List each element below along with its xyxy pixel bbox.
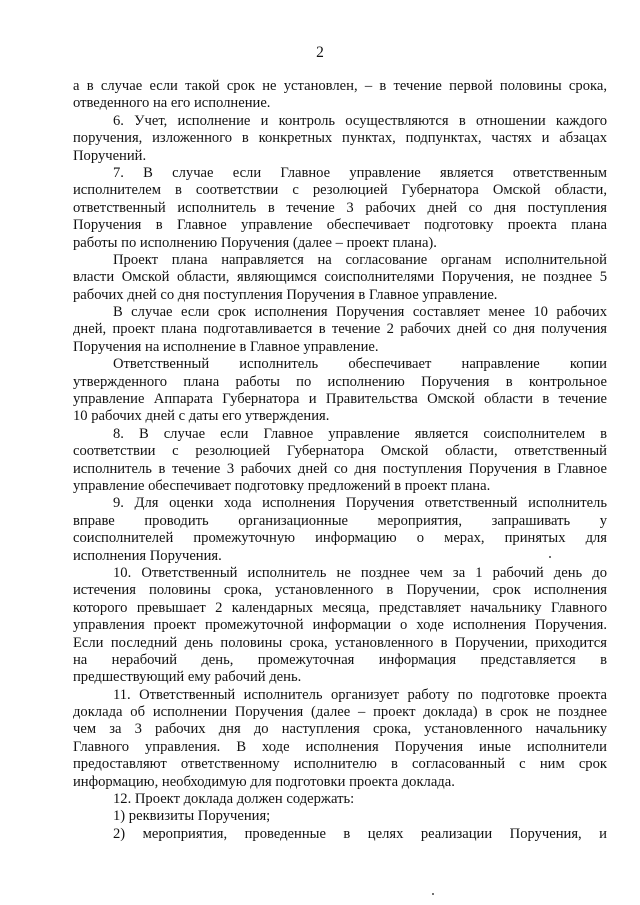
text-line: Главного управления. В ходе исполнения Поручения иные исполнители: [73, 738, 607, 755]
page-number: 2: [316, 44, 324, 61]
text-line: вправе проводить организационные мероприятия, запрашивать у: [73, 512, 607, 529]
text-line: а в случае если такой срок не установлен, – в течение первой половины срока,: [73, 78, 607, 94]
text-line: 10. Ответственный исполнитель не позднее чем за 1 рабочий день до: [113, 564, 607, 581]
text-line: информацию, необходимую для подготовки проекта доклада.: [73, 773, 455, 790]
text-line: власти Омской области, являющимся соисполнителями Поручения, не позднее 5: [73, 269, 607, 286]
text-line: соответствии с резолюцией Губернатора Омской области, ответственный: [73, 443, 607, 460]
text-line: Поручений.: [73, 147, 147, 164]
text-line: истечения половины срока, установленного в Поручении, срок исполнения: [73, 582, 607, 599]
text-line: управление Аппарата Губернатора и Правительства Омской области в течение: [73, 391, 607, 408]
text-line: управление обеспечивает подготовку предложений в проект плана.: [73, 477, 491, 494]
text-line: исполнителем в соответствии с резолюцией Губернатора Омской области,: [73, 182, 607, 199]
text-line: 7. В случае если Главное управление является ответственным: [113, 164, 607, 181]
text-line: ответственный исполнитель в течение 3 рабочих дней со дня поступления: [73, 199, 607, 216]
text-line: на нерабочий день, промежуточная информация представляется в: [73, 651, 607, 668]
text-line: Проект плана направляется на согласование органам исполнительной: [113, 251, 607, 268]
text-line: предшествующий ему рабочий день.: [73, 669, 302, 686]
text-line: 1) реквизиты Поручения;: [113, 808, 271, 825]
text-line: 10 рабочих дней с даты его утверждения.: [73, 408, 330, 425]
text-line: чем за 3 рабочих дня до наступления срока, установленного начальнику: [73, 721, 607, 738]
text-line: исполнитель в течение 3 рабочих дней со дня поступления Поручения в Главное: [73, 460, 607, 477]
scan-speck: [549, 556, 551, 558]
text-line: 9. Для оценки хода исполнения Поручения ответственный исполнитель: [113, 495, 607, 512]
text-line: 11. Ответственный исполнитель организует работу по подготовке проекта: [113, 686, 607, 703]
text-line: 12. Проект доклада должен содержать:: [113, 791, 355, 808]
text-line: Поручения в Главное управление обеспечивает подготовку проекта плана: [73, 217, 607, 234]
text-line: В случае если срок исполнения Поручения составляет менее 10 рабочих: [113, 304, 607, 321]
text-line: предоставляют ответственному исполнителю в согласованный с ним срок: [73, 756, 607, 773]
text-line: 6. Учет, исполнение и контроль осуществляются в отношении каждого: [113, 112, 607, 129]
text-line: 2) мероприятия, проведенные в целях реализации Поручения, и: [113, 825, 607, 842]
text-line: рабочих дней со дня поступления Поручения в Главное управление.: [73, 286, 498, 303]
text-line: утвержденного плана работы по исполнению Поручения в контрольное: [73, 373, 607, 390]
text-line: работы по исполнению Поручения (далее – проект плана).: [73, 234, 437, 251]
text-line: Поручения на исполнение в Главное управление.: [73, 338, 379, 355]
text-line: соисполнителей промежуточную информацию о мерах, принятых для: [73, 530, 607, 547]
text-line: управления проект промежуточной информации о ходе исполнения Поручения.: [73, 617, 607, 634]
text-line: 8. В случае если Главное управление является соисполнителем в: [113, 425, 607, 442]
text-line: дней, проект плана подготавливается в течение 2 рабочих дней со дня получения: [73, 321, 607, 338]
text-line: которого превышает 2 календарных месяца, представляет начальнику Главного: [73, 599, 607, 616]
scan-speck: [432, 893, 434, 895]
text-line: отведенного на его исполнение.: [73, 95, 271, 112]
text-line: Если последний день половины срока, установленного в Поручении, приходится: [73, 634, 607, 651]
text-line: поручения, изложенного в конкретных пунктах, подпунктах, частях и абзацах: [73, 130, 607, 147]
text-line: Ответственный исполнитель обеспечивает направление копии: [113, 356, 607, 373]
text-line: доклада об исполнении Поручения (далее – проект доклада) в срок не позднее: [73, 704, 607, 721]
document-body: [73, 78, 607, 843]
text-line: исполнения Поручения.: [73, 547, 222, 564]
